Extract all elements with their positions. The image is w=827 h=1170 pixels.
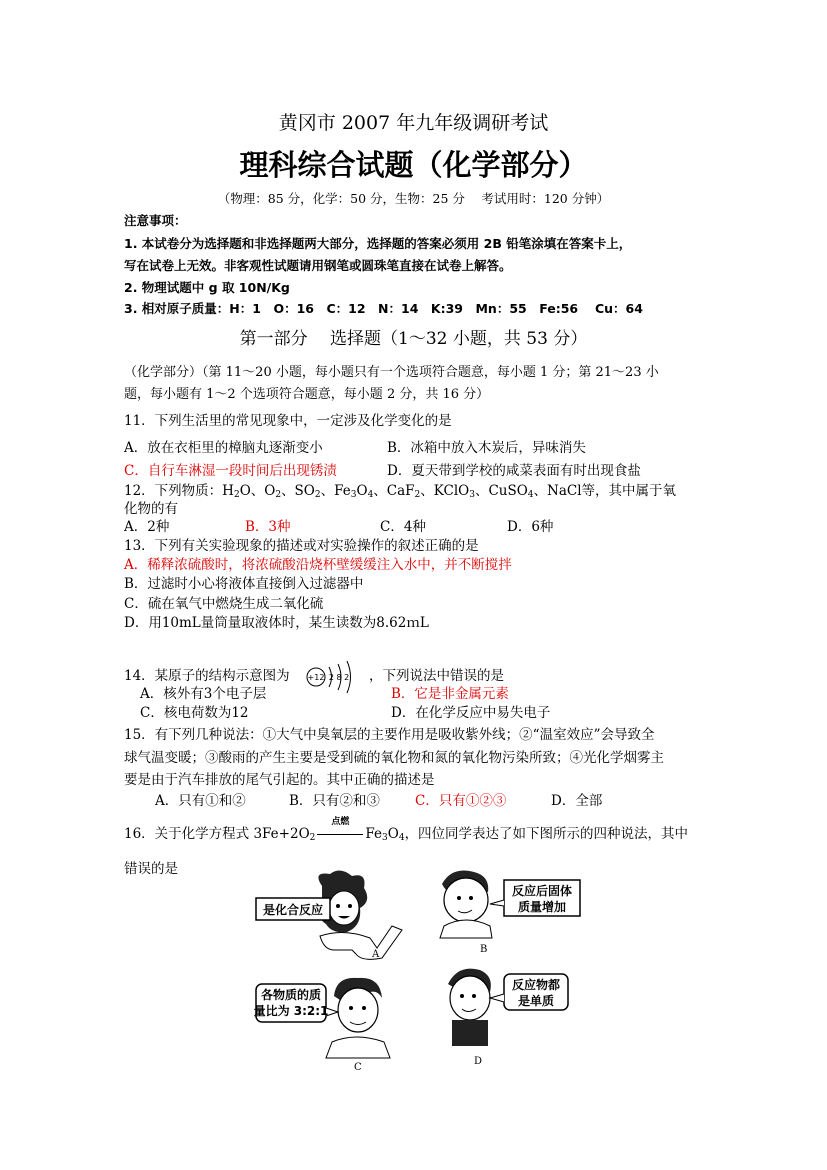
q14-option-b: B．它是非金属元素 [391, 686, 509, 702]
q11-option-b: B．冰箱中放入木炭后，异味消失 [387, 440, 586, 456]
note-3: 3. 相对原子质量：H：1 O：16 C：12 N：14 K:39 Mn：55 Fe:56 Cu：64 [124, 301, 643, 316]
q14-option-a: A．核外有3个电子层 [140, 686, 267, 702]
q13-option-a: A．稀释浓硫酸时，将浓硫酸沿烧杯壁缓缓注入水中，并不断搅拌 [124, 557, 512, 573]
atom-nucleus: +12 [307, 673, 325, 682]
bubble-b-text-1: 反应后固体 [511, 884, 573, 898]
q15-stem-2: 球气温变暖；③酸雨的产生主要是受到硫的氧化物和氮的氧化物污染所致；④光化学烟雾主 [124, 750, 664, 766]
section-intro-1: （化学部分）（第 11～20 小题，每小题只有一个选项符合题意，每小题 1 分；第 21～23 小 [124, 365, 659, 380]
q15-option-b: B．只有②和③ [289, 793, 380, 809]
note-1: 1. 本试卷分为选择题和非选择题两大部分，选择题的答案必须用 2B 铅笔涂填在答案卡上， [124, 236, 632, 251]
q14-option-c: C．核电荷数为12 [140, 705, 249, 721]
q16-stem-pre: 16．关于化学方程式 3Fe+2O [124, 826, 310, 842]
bubble-c-text-2: 量比为 3:2:1 [253, 1004, 329, 1018]
atom-structure-diagram [305, 659, 363, 695]
student-b-drawing [440, 871, 580, 956]
q11-option-c: C．自行车淋湿一段时间后出现锈渍 [124, 463, 337, 479]
students-cartoon-figure [252, 866, 622, 1076]
exam-title: 黄冈市 2007 年九年级调研考试 [278, 112, 549, 134]
label-c: C [354, 1062, 362, 1073]
q16-stem-2: 错误的是 [124, 861, 178, 877]
student-c-drawing [254, 978, 390, 1073]
score-info: （物理：85 分，化学：50 分，生物：25 分 考试用时：120 分钟） [217, 191, 610, 206]
q12-stem: 12．下列物质：$H_2O$、$O_2$、$SO_2$、$Fe_3O_4$、CaF$_2$、KClO$_3$、CuSO$_4$、NaCl等，其中属于氧 [124, 483, 677, 500]
notes-heading: 注意事项： [124, 213, 187, 228]
bubble-d-text-2: 是单质 [517, 994, 555, 1008]
q15-option-a: A．只有①和② [155, 793, 246, 809]
q15-option-d: D．全部 [551, 793, 603, 809]
bubble-d-text-1: 反应物都 [511, 978, 561, 992]
label-b: B [480, 944, 488, 955]
note-1b: 写在试卷上无效。非客观性试题请用钢笔或圆珠笔直接在试卷上解答。 [124, 258, 512, 273]
note-2: 2. 物理试题中 g 取 10N/Kg [124, 280, 290, 295]
bubble-c-text-1: 各物质的质 [260, 988, 322, 1002]
student-d-drawing [448, 969, 568, 1067]
q12-option-b: B．3种 [245, 519, 291, 535]
section-title: 第一部分 选择题（1～32 小题，共 53 分） [239, 329, 588, 349]
q16-stem: 16．关于化学方程式 $3Fe+2O_2$ 点燃 $Fe_3O_4$，四位同学表达了如下图所示的四种说法，其中 [124, 825, 688, 843]
q11-stem: 11．下列生活里的常见现象中，一定涉及化学变化的是 [124, 413, 452, 429]
q15-stem-3: 要是由于汽车排放的尾气引起的。其中正确的描述是 [124, 772, 435, 788]
q13-option-b: B．过滤时小心将液体直接倒入过滤器中 [124, 576, 364, 592]
atom-shells: 2 8 2 [328, 673, 350, 682]
q13-option-d: D．用10mL量筒量取液体时，某生读数为8.62ｍL [124, 615, 429, 631]
bubble-a-text: 是化合反应 [262, 903, 324, 917]
student-a-drawing [256, 870, 402, 960]
q12-stem-2: 化物的有 [124, 501, 178, 517]
q12-stem-pre: 12．下列物质：H [124, 483, 234, 499]
label-d: D [474, 1056, 483, 1067]
q16-stem-post: ，四位同学表达了如下图所示的四种说法，其中 [404, 826, 689, 842]
q13-option-c: C．硫在氧气中燃烧生成二氧化硫 [124, 596, 324, 612]
q11-option-a: A．放在衣柜里的樟脑丸逐渐变小 [124, 440, 323, 456]
q12-option-d: D．6种 [507, 519, 554, 535]
q11-option-d: D．夏天带到学校的咸菜表面有时出现食盐 [387, 463, 641, 479]
q12-option-c: C．4种 [380, 519, 426, 535]
q12-stem-end: 等，其中属于氧 [581, 483, 677, 499]
q15-option-c: C．只有①②③ [415, 793, 507, 809]
section-intro-2: 题，每小题有 1～2 个选项符合题意，每小题 2 分，共 16 分） [124, 387, 490, 402]
q14-stem-post: ，下列说法中错误的是 [369, 668, 504, 684]
q14-option-d: D．在化学反应中易失电子 [391, 705, 551, 721]
label-a: A [372, 949, 380, 960]
q13-stem: 13．下列有关实验现象的描述或对实验操作的叙述正确的是 [124, 538, 479, 554]
exam-subtitle: 理科综合试题（化学部分） [239, 148, 588, 182]
reaction-condition: 点燃 [331, 817, 350, 827]
q14-stem-pre: 14．某原子的结构示意图为 [124, 668, 290, 684]
bubble-b-text-2: 质量增加 [517, 900, 567, 914]
q12-option-a: A．2种 [124, 519, 170, 535]
q15-stem-1: 15．有下列几种说法：①大气中臭氧层的主要作用是吸收紫外线；②“温室效应”会导致全 [124, 727, 655, 743]
